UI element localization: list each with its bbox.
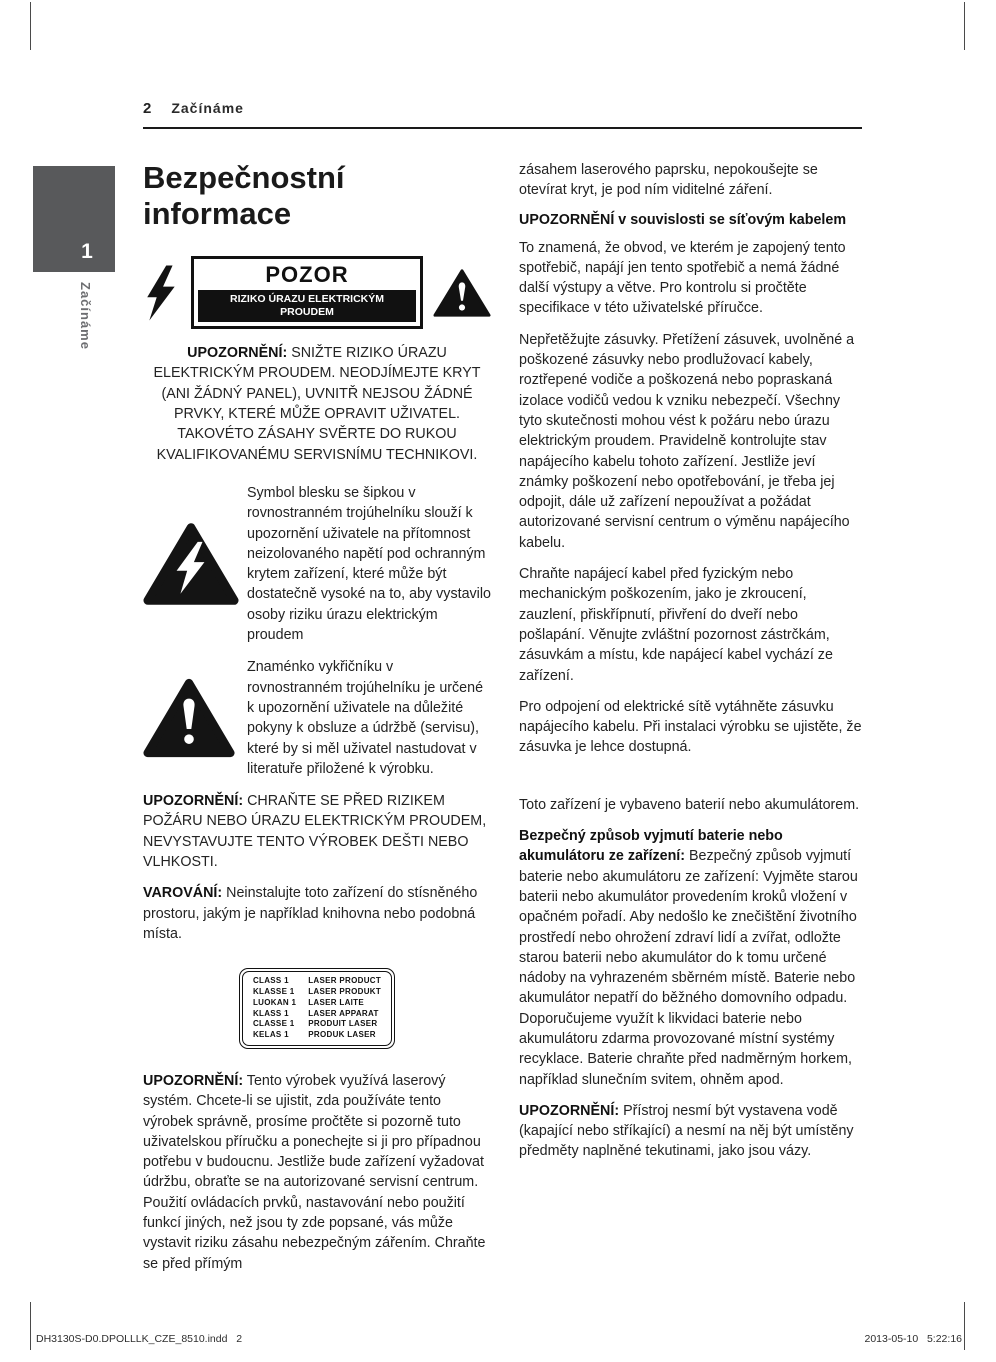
laser-row-label: LUOKAN 1 <box>252 997 297 1007</box>
water-caution-lead: UPOZORNĚNÍ: <box>519 1102 620 1119</box>
laser-row-value: LASER LAITE <box>308 997 364 1007</box>
install-warning-lead: VAROVÁNÍ: <box>143 885 223 902</box>
laser-row-label: KLASSE 1 <box>252 986 295 996</box>
lightning-bolt-icon <box>143 265 181 321</box>
cable-paragraph-4: Pro odpojení od elektrické sítě vytáhněte zásuvku napájecího kabelu. Při instalaci výrobku se ujistěte, že zásuvka je lehce dostupná. <box>519 698 862 756</box>
fire-warning-text: CHRAŇTE SE PŘED RIZIKEM POŽÁRU NEBO ÚRAZU ELEKTRICKÝM PROUDEM, NEVYSTAVUJTE TENTO VÝROBEK DEŠTI NEBO VLHKOSTI. <box>143 793 487 870</box>
lightning-triangle-icon <box>143 520 247 608</box>
header-rule <box>143 127 862 129</box>
left-column <box>143 160 491 1285</box>
laser-class-grid <box>253 976 381 1041</box>
pozor-box <box>191 256 423 329</box>
laser-row-label: KELAS 1 <box>252 1030 289 1040</box>
right-column <box>519 160 866 1173</box>
crop-mark-top-right <box>964 2 965 50</box>
caution-paragraph-center <box>143 343 491 465</box>
laser-class-label-wrap <box>143 968 491 1049</box>
install-warning-text: Neinstalujte toto zařízení do stísněného prostoru, jakým je například knihovna nebo podobná místa. <box>143 885 478 942</box>
laser-row-value: LASER APPARAT <box>308 1008 379 1018</box>
battery-intro-paragraph: Toto zařízení je vybaveno baterií nebo akumulátorem. <box>519 796 860 813</box>
exclamation-triangle-icon <box>433 267 491 319</box>
page-number: 2 <box>143 100 152 117</box>
caution-text: SNIŽTE RIZIKO ÚRAZU ELEKTRICKÝM PROUDEM. NEODJÍMEJTE KRYT (ANI ŽÁDNÝ PANEL), UVNITŘ NEJSOU ŽÁDNÉ PRVKY, KTERÉ MŮŽE OPRAVIT UŽIVATEL. TAKOVÉTO ZÁSAHY SVĚRTE DO RUKOU KVALIFIKOVANÉMU SERVISNÍMU TECHNIKOVI. <box>153 345 481 463</box>
battery-removal-lead: Bezpečný způsob vyjmutí baterie nebo akumulátoru ze zařízení: <box>519 828 783 865</box>
laser-row-label: CLASSE 1 <box>252 1019 295 1029</box>
exclamation-symbol-row <box>143 657 491 779</box>
laser-row-value: LASER PRODUCT <box>308 976 382 986</box>
footer-timestamp: 2013-05-10 5:22:16 <box>864 1333 962 1345</box>
footer-file-info: DH3130S-D0.DPOLLLK_CZE_8510.indd 2 <box>36 1333 243 1345</box>
pozor-subtitle <box>198 290 416 322</box>
laser-caution-text: Tento výrobek využívá laserový systém. Chcete-li se ujistit, zda používáte tento výrobek správně, prosíme pročtěte si pozorně tuto uživatelskou příručku a ponechejte si ji pro případnou potřebu v budoucnu. Jestliže bude zařízení vyžadovat údržbu, obraťte se na autorizované servisní centrum. Použití ovládacích prvků, nastavování nebo použití funkcí jiných, než jsou ty zde popsané, vás může vystavit riziku zásahu nebezpečným zářením. Chraňte se před přímým <box>143 1072 486 1272</box>
lightning-symbol-row <box>143 483 491 645</box>
laser-class-label <box>239 968 395 1049</box>
laser-row-label: CLASS 1 <box>252 976 289 986</box>
pozor-warning-row <box>143 256 491 329</box>
laser-row-value: LASER PRODUKT <box>308 986 382 996</box>
cable-paragraph-1: To znamená, že obvod, ve kterém je zapojený tento spotřebič, napájí jen tento spotřebič a nemá žádné další výstupy a větve. Pro kontrolu si pročtěte specifikace v této uživatelské příručce. <box>519 239 846 317</box>
laser-continuation-paragraph: zásahem laserového paprsku, nepokoušejte se otevírat kryt, je pod ním viditelné záření. <box>519 162 818 199</box>
laser-caution-paragraph <box>143 1071 491 1274</box>
fire-warning-lead: UPOZORNĚNÍ: <box>143 793 244 810</box>
install-warning-paragraph <box>143 883 491 944</box>
cable-caution-heading: UPOZORNĚNÍ v souvislosti se síťovým kabelem <box>519 211 847 228</box>
print-footer <box>36 1333 962 1345</box>
cable-paragraph-3: Chraňte napájecí kabel před fyzickým nebo mechanickým poškozením, jako je zkroucení, zauzlení, přiskřípnutí, přivření do dveří nebo pošlapání. Věnujte zvláštní pozornost zástrčkám, zásuvkám a místu, kde napájecí kabel vychází ze zařízení. <box>519 566 833 684</box>
laser-row-value: PRODUIT LASER <box>308 1019 378 1029</box>
page-header <box>143 100 862 118</box>
chapter-title: Začínáme <box>171 100 244 116</box>
water-caution-paragraph <box>519 1101 866 1162</box>
crop-mark-bottom-left <box>30 1302 31 1350</box>
water-caution-text: Přístroj nesmí být vystavena vodě (kapající nebo stříkající) a nesmí na něj být umístěny předměty naplněné tekutinami, jako jsou vázy. <box>519 1102 854 1160</box>
fire-warning-paragraph <box>143 791 491 872</box>
laser-caution-lead: UPOZORNĚNÍ: <box>143 1072 244 1089</box>
laser-row-label: KLASS 1 <box>252 1008 289 1018</box>
pozor-subtitle-line2: PROUDEM <box>280 306 334 319</box>
chapter-tab-number: 1 <box>81 240 93 263</box>
laser-row-value: PRODUK LASER <box>308 1030 376 1040</box>
chapter-tab <box>33 166 115 272</box>
crop-mark-bottom-right <box>964 1302 965 1350</box>
exclamation-triangle-large-icon <box>143 676 247 760</box>
caution-lead: UPOZORNĚNÍ: <box>187 345 288 362</box>
page-title: Bezpečnostní informace <box>143 160 345 231</box>
spacer <box>519 769 866 795</box>
exclamation-symbol-text: Znaménko vykřičníku v rovnostranném trojúhelníku je určené k upozornění uživatele na důležité pokyny k obsluze a údržbě (servisu), které by si měl uživatel nastudovat v literatuře přiložené k výrobku. <box>247 659 484 777</box>
chapter-tab-label: Začínáme <box>78 282 93 350</box>
laser-class-label-inner <box>242 971 392 1046</box>
crop-mark-top-left <box>30 2 31 50</box>
battery-removal-text: Bezpečný způsob vyjmutí baterie nebo akumulátoru ze zařízení: Vyjměte starou baterii nebo akumulátor provedením kroků vložení v opačném pořadí. Aby nedošlo ke znečištění životního prostředí nebo ohrožení zdraví lidí a zvířat, odložte starou baterii nebo akumulátor do k tomu určené nádoby na vyhrazeném sběrném místě. Baterie nebo akumulátor nepatří do běžného domovního odpadu. Doporučujeme využít k likvidaci baterie nebo akumulátoru zdarma provozované místní systémy recyklace. Baterie chraňte před nadměrným horkem, například slunečním svitem, ohněm apod. <box>519 848 858 1088</box>
pozor-title: POZOR <box>265 261 349 287</box>
cable-paragraph-2: Nepřetěžujte zásuvky. Přetížení zásuvek, uvolněné a poškozené zásuvky nebo prodlužovací kabely, roztřepené vodiče a poškozená nebo popraskaná izolace vodičů vedou k vzniku nebezpečí. Všechny tyto skutečnosti mohou vést k požáru nebo úrazu elektrickým proudem. Pravidelně kontrolujte stav napájecího kabelu tohoto zařízení. Jestliže jeví známky poškození nebo opotřebování, je třeba jej odpojit, dále už zařízení nepoužívat a požádat autorizované servisní centrum o výměnu napájecího kabelu. <box>519 331 855 551</box>
pozor-subtitle-line1: RIZIKO ÚRAZU ELEKTRICKÝM <box>230 292 384 305</box>
battery-removal-paragraph <box>519 826 866 1090</box>
lightning-symbol-text: Symbol blesku se šipkou v rovnostranném trojúhelníku slouží k upozornění uživatele na přítomnost neizolovaného napětí pod ochranným krytem zařízení, které může být dostatečně vysoké na to, aby vystavilo osoby riziku úrazu elektrickým proudem <box>247 484 491 644</box>
